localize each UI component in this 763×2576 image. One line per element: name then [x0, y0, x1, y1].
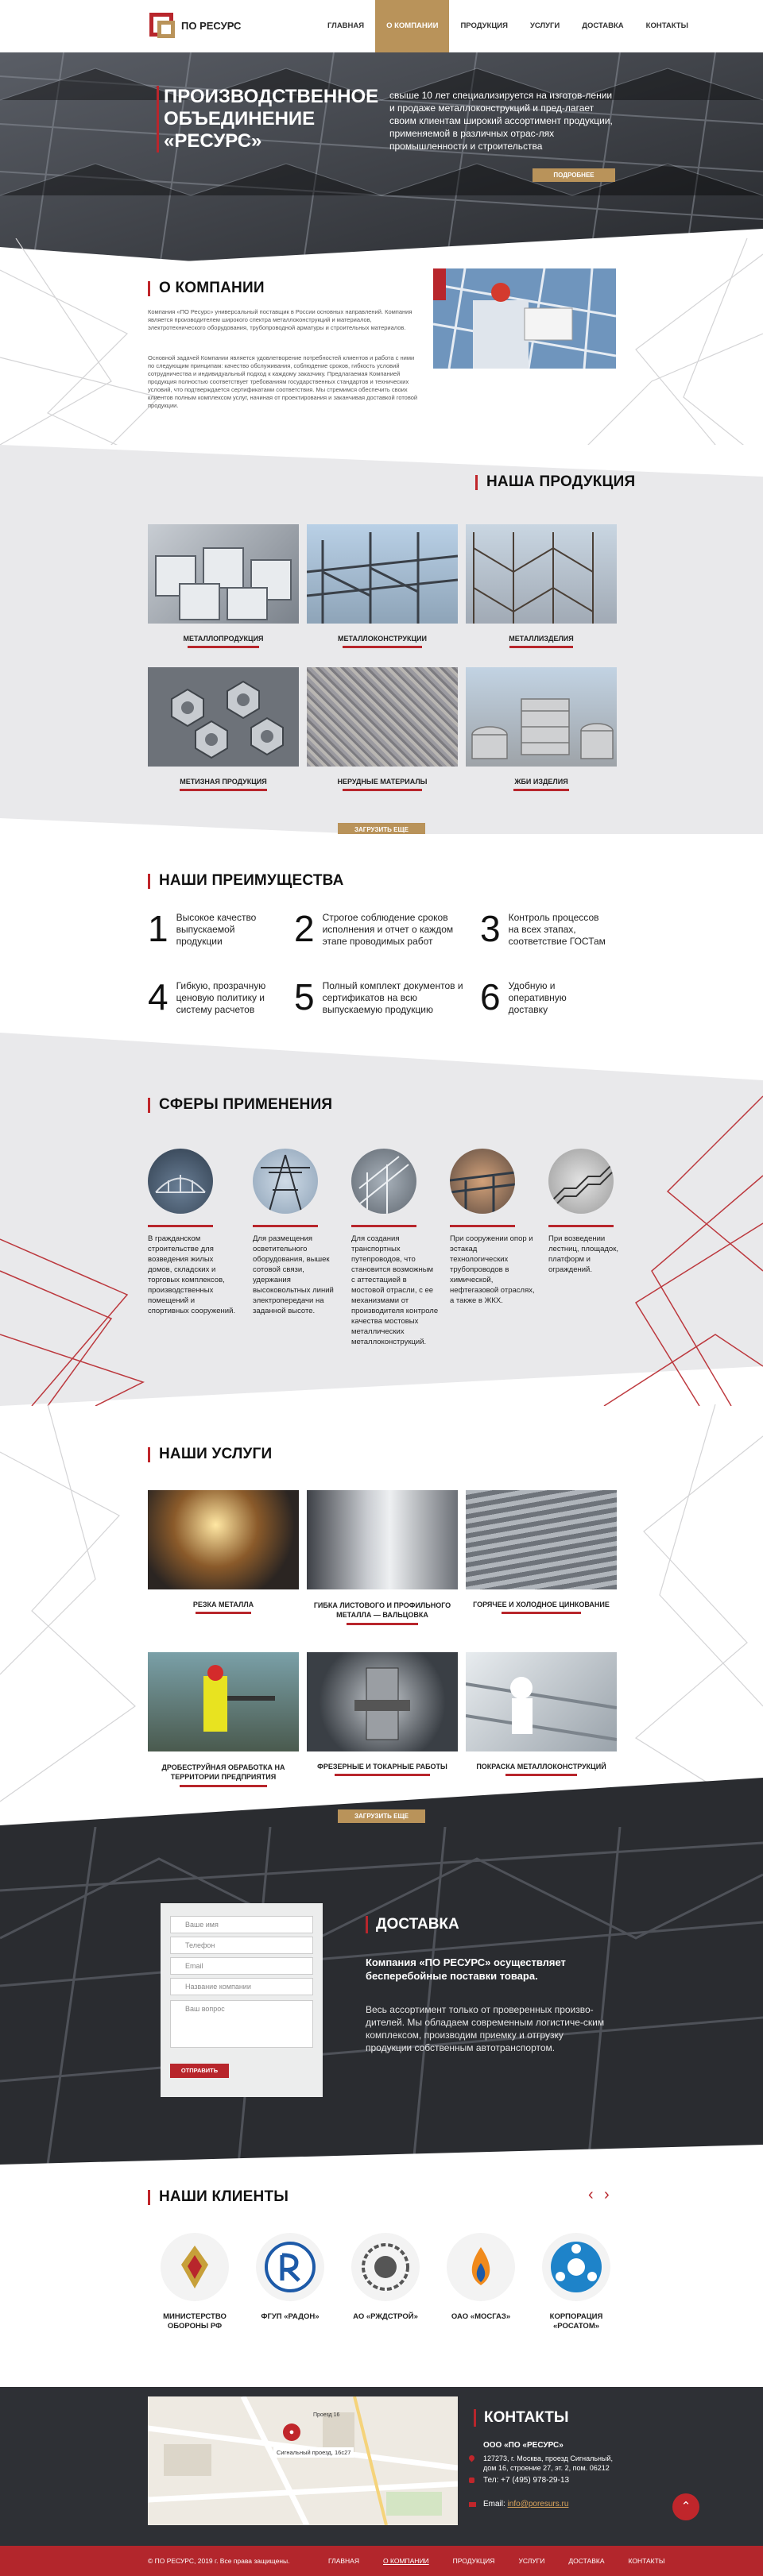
product-card[interactable]	[466, 524, 617, 648]
sphere-item	[548, 1149, 636, 1275]
logo-text: ПО РЕСУРС	[181, 19, 242, 32]
hero-more-button[interactable]: ПОДРОБНЕЕ	[533, 168, 615, 182]
advantage-item	[294, 976, 466, 1018]
nav-services[interactable]: УСЛУГИ	[529, 21, 560, 30]
rzhdstroy-logo-icon	[351, 2233, 420, 2301]
hero-title-line1: ПРОИЗВОДСТВЕННОЕ	[164, 86, 379, 107]
sphere-text: Для создания транспортных путепроводов, что становится возможным с аттестацией в мостовой отрасли, с ее механизмами от производителя контроле качества мостовых металлических металлоконструкций.	[351, 1234, 439, 1346]
delivery-text: Весь ассортимент только от проверенных произво-дителей. Мы обладаем современным логистиче-ским комплексом, производим приемку и отгрузку продукции собственным автотранспортом.	[366, 2004, 605, 2053]
site-footer	[0, 2546, 763, 2576]
rosatom-logo-icon	[542, 2233, 610, 2301]
phone-icon	[469, 2478, 474, 2483]
product-card[interactable]	[466, 667, 617, 791]
footer-nav-about[interactable]: О КОМПАНИИ	[383, 2557, 429, 2565]
hero-title-line3: «РЕСУРС»	[164, 130, 262, 152]
nav-about[interactable]: О КОМПАНИИ	[375, 0, 449, 52]
product-title: МЕТАЛЛОКОНСТРУКЦИИ	[338, 635, 427, 643]
email-icon	[469, 2502, 476, 2507]
footer-nav-home[interactable]: ГЛАВНАЯ	[328, 2557, 359, 2565]
service-image	[307, 1652, 458, 1751]
email-field[interactable]: Email	[170, 1957, 313, 1975]
about-text-1: Компания «ПО Ресурс» универсальный поставщик в России основных направлений. Компания является производителем широкого спектра металлоконструкций и материалов, электротехнического оборудования, трубопроводной арматуры и строительных материалов.	[148, 308, 412, 331]
contacts-section	[0, 2387, 763, 2546]
service-title: ГИБКА ЛИСТОВОГО И ПРОФИЛЬНОГО МЕТАЛЛА — ВАЛЬЦОВКА	[313, 1601, 451, 1619]
advantage-item	[148, 910, 264, 948]
contacts-heading: КОНТАКТЫ	[474, 2409, 569, 2427]
footer-nav-delivery[interactable]: ДОСТАВКА	[568, 2557, 605, 2565]
contacts-phone: Тел: +7 (495) 978-29-13	[483, 2476, 570, 2485]
client-name: КОРПОРАЦИЯ «РОСАТОМ»	[549, 2312, 603, 2331]
advantage-text: Удобную и оперативную доставку	[508, 980, 567, 1015]
advantage-text: Полный комплект документов и сертификатов на всю выпускаемую продукцию	[322, 980, 463, 1015]
advantage-item	[480, 976, 580, 1018]
logo[interactable]	[148, 11, 241, 40]
footer-nav-services[interactable]: УСЛУГИ	[518, 2557, 545, 2565]
footer-copyright: © ПО РЕСУРС, 2019 г. Все права защищены.	[148, 2557, 290, 2565]
service-title: ФРЕЗЕРНЫЕ И ТОКАРНЫЕ РАБОТЫ	[317, 1763, 447, 1771]
map-address-label: Сигнальный проезд, 16с27	[273, 2447, 354, 2458]
advantage-number: 3	[480, 908, 501, 949]
product-image	[466, 524, 617, 624]
contacts-email-label: Email:	[483, 2500, 505, 2508]
product-image	[148, 667, 299, 767]
delivery-section	[0, 1827, 763, 2165]
logo-icon	[148, 11, 176, 40]
product-title: МЕТАЛЛОПРОДУКЦИЯ	[183, 635, 264, 643]
nav-delivery[interactable]: ДОСТАВКА	[582, 21, 624, 30]
service-title: РЕЗКА МЕТАЛЛА	[192, 1601, 254, 1609]
sphere-text: Для размещения осветительного оборудования, вышек сотовой связи, удержания высоковольтных линий электропередачи на заданной высоте.	[253, 1234, 334, 1315]
product-title: МЕТАЛЛИЗДЕЛИЯ	[509, 635, 574, 643]
radon-logo-icon	[256, 2233, 324, 2301]
product-title: НЕРУДНЫЕ МАТЕРИАЛЫ	[337, 778, 428, 786]
sphere-image	[548, 1149, 614, 1214]
client-item[interactable]	[246, 2233, 334, 2322]
sphere-text: При возведении лестниц, площадок, платформ и ограждений.	[548, 1234, 619, 1274]
product-card[interactable]	[307, 524, 458, 648]
advantage-item	[480, 910, 612, 948]
about-image	[433, 268, 616, 369]
client-name: ОАО «МОСГАЗ»	[451, 2312, 511, 2321]
sphere-item	[450, 1149, 537, 1306]
clients-next-button[interactable]: ›	[604, 2186, 610, 2203]
submit-button[interactable]: ОТПРАВИТЬ	[170, 2064, 229, 2078]
clients-section	[0, 2165, 763, 2387]
service-image	[466, 1652, 617, 1751]
advantage-number: 6	[480, 976, 501, 1018]
advantage-item	[148, 976, 280, 1018]
service-image	[466, 1490, 617, 1589]
advantage-text: Высокое качество выпускаемой продукции	[176, 912, 257, 947]
client-name: МИНИСТЕРСТВО ОБОРОНЫ РФ	[163, 2312, 227, 2331]
product-card[interactable]	[148, 667, 299, 791]
service-title: ПОКРАСКА МЕТАЛЛОКОНСТРУКЦИЙ	[476, 1763, 606, 1771]
products-load-more-button[interactable]: ЗАГРУЗИТЬ ЕЩЕ	[338, 823, 425, 836]
main-nav	[316, 0, 699, 52]
service-card[interactable]	[466, 1652, 617, 1787]
service-card[interactable]	[466, 1490, 617, 1625]
sphere-item	[351, 1149, 439, 1347]
client-item[interactable]	[342, 2233, 429, 2322]
service-image	[307, 1490, 458, 1589]
mosgaz-logo-icon	[447, 2233, 515, 2301]
advantages-section	[0, 834, 763, 1056]
nav-products[interactable]: ПРОДУКЦИЯ	[460, 21, 508, 30]
service-card[interactable]	[307, 1652, 458, 1787]
sphere-image	[253, 1149, 318, 1214]
sphere-text: При сооружении опор и эстакад технологических трубопроводов в химической, нефтегазовой отраслях, а также в ЖКХ.	[450, 1234, 535, 1305]
delivery-background	[0, 1827, 763, 2165]
footer-nav-contacts[interactable]: КОНТАКТЫ	[628, 2557, 665, 2565]
clients-prev-button[interactable]: ‹	[588, 2186, 594, 2203]
product-card[interactable]	[148, 524, 299, 648]
service-card[interactable]	[148, 1490, 299, 1625]
advantage-number: 4	[148, 976, 168, 1018]
delivery-heading: ДОСТАВКА	[366, 1916, 459, 1933]
contacts-email[interactable]: info@poresurs.ru	[507, 2500, 569, 2508]
products-section	[0, 445, 763, 852]
service-title: ГОРЯЧЕЕ И ХОЛОДНОЕ ЦИНКОВАНИЕ	[473, 1601, 610, 1609]
contacts-company: ООО «ПО «РЕСУРС»	[483, 2441, 564, 2450]
company-field[interactable]: Название компании	[170, 1978, 313, 1995]
contacts-address: 127273, г. Москва, проезд Сигнальный, дом 16, строение 27, эт. 2, пом. 06212	[483, 2454, 614, 2472]
services-grid	[148, 1490, 617, 1625]
product-image	[307, 667, 458, 767]
service-title: ДРОБЕСТРУЙНАЯ ОБРАБОТКА НА ТЕРРИТОРИИ ПРЕДПРИЯТИЯ	[161, 1763, 285, 1781]
product-title: ЖБИ ИЗДЕЛИЯ	[514, 778, 568, 786]
advantages-heading: НАШИ ПРЕИМУЩЕСТВА	[148, 872, 344, 890]
about-text-2: Основной задачей Компании является удовлетворение потребностей клиентов и работа с ними по следующим принципам: качество обслуживания, соблюдение сроков, гибкость условий сотрудничества и индивидуальный подход к каждому заказчику. Предлагаемая Компанией продукция полностью соответствует требованиям государственных стандартов и технических условий, что подтверждается сертификатами соответствия. Мы стремимся обеспечить своих клиентов полным комплексом услуг, начиная от проектирования и заканчивая доставкой готовой продукции.	[148, 354, 418, 409]
spheres-heading: СФЕРЫ ПРИМЕНЕНИЯ	[148, 1096, 332, 1114]
footer-nav	[316, 2546, 676, 2576]
sphere-item	[253, 1149, 340, 1316]
advantage-text: Строгое соблюдение сроков исполнения и отчет о каждом этапе проводимых работ	[322, 912, 454, 947]
product-card[interactable]	[307, 667, 458, 791]
service-card[interactable]	[307, 1490, 458, 1625]
advantage-number: 1	[148, 908, 168, 949]
about-heading: О КОМПАНИИ	[148, 280, 265, 297]
client-item[interactable]	[437, 2233, 525, 2322]
map[interactable]	[148, 2396, 458, 2525]
sphere-text: В гражданском строительстве для возведения жилых домов, складских и торговых комплексов, производственных помещений и спортивных сооружений.	[148, 1234, 236, 1315]
product-title: МЕТИЗНАЯ ПРОДУКЦИЯ	[180, 778, 267, 786]
message-field[interactable]: Ваш вопрос	[170, 2000, 313, 2048]
sphere-image	[351, 1149, 416, 1214]
sphere-image	[148, 1149, 213, 1214]
products-grid-row2	[148, 667, 617, 791]
delivery-bold-text: Компания «ПО РЕСУРС» осуществляет бесперебойные поставки товара.	[366, 1956, 566, 1982]
site-header	[0, 0, 763, 52]
product-image	[466, 667, 617, 767]
footer-nav-products[interactable]: ПРОДУКЦИЯ	[452, 2557, 495, 2565]
service-image	[148, 1652, 299, 1751]
client-name: АО «РЖДСТРОЙ»	[353, 2312, 418, 2321]
products-heading: НАША ПРОДУКЦИЯ	[475, 473, 635, 491]
location-icon	[468, 2454, 476, 2462]
nav-contacts[interactable]: КОНТАКТЫ	[645, 21, 688, 30]
spheres-section	[0, 1033, 763, 1406]
client-name: ФГУП «РАДОН»	[261, 2312, 320, 2321]
services-load-more-button[interactable]: ЗАГРУЗИТЬ ЕЩЕ	[338, 1809, 425, 1823]
product-image	[307, 524, 458, 624]
services-grid-row2	[148, 1652, 617, 1787]
about-section	[0, 238, 763, 477]
product-image	[148, 524, 299, 624]
client-item[interactable]	[151, 2233, 238, 2331]
advantage-number: 2	[294, 908, 315, 949]
phone-field[interactable]: Телефон	[170, 1937, 313, 1954]
advantage-text: Контроль процессов на всех этапах, соответствие ГОСТам	[508, 912, 606, 947]
advantage-number: 5	[294, 976, 315, 1018]
advantage-text: Гибкую, прозрачную ценовую политику и систему расчетов	[176, 980, 266, 1015]
chevron-up-icon: ⌃	[680, 2500, 691, 2513]
advantage-item	[294, 910, 458, 948]
services-section	[0, 1404, 763, 1849]
map-pin-icon[interactable]: ●	[283, 2423, 300, 2441]
services-heading: НАШИ УСЛУГИ	[148, 1446, 272, 1463]
hero-lead: свыше 10 лет специализируется на изготов-лении и продаже металлоконструкций и пред-лагает своим клиентам широкий ассортимент продукции, применяемой в различных отрас-лях промышленности и строительства	[389, 90, 613, 152]
sphere-image	[450, 1149, 515, 1214]
nav-home[interactable]: ГЛАВНАЯ	[327, 21, 365, 30]
service-card[interactable]	[148, 1652, 299, 1787]
service-image	[148, 1490, 299, 1589]
client-item[interactable]	[533, 2233, 620, 2331]
hero-title-line2: ОБЪЕДИНЕНИЕ	[164, 108, 316, 129]
defense-emblem-icon	[161, 2233, 229, 2301]
products-grid	[148, 524, 617, 648]
name-field[interactable]: Ваше имя	[170, 1916, 313, 1933]
scroll-top-button[interactable]	[672, 2493, 699, 2520]
sphere-item	[148, 1149, 235, 1316]
clients-heading: НАШИ КЛИЕНТЫ	[148, 2188, 289, 2206]
map-secondary-label: Проезд 16	[313, 2412, 340, 2418]
